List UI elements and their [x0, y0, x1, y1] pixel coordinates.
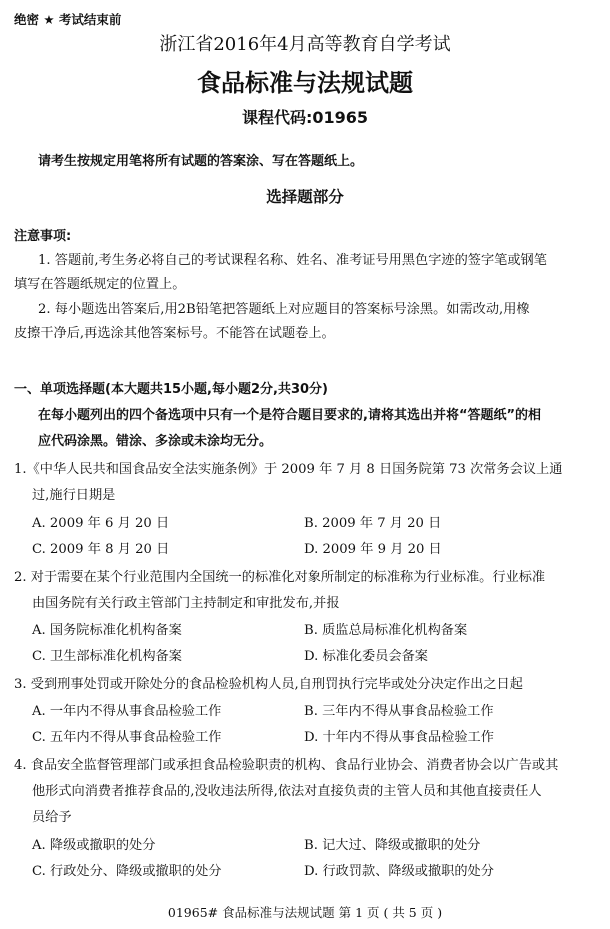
- notes-item-2-line-2: 皮擦干净后,再选涂其他答案标号。不能答在试题卷上。: [14, 326, 335, 341]
- question-1-option-b: B. 2009 年 7 月 20 日: [304, 516, 442, 531]
- question-3-option-d: D. 十年内不得从事食品检验工作: [304, 730, 494, 745]
- question-2-stem-line-1: 2. 对于需要在某个行业范围内全国统一的标准化对象所制定的标准称为行业标准。行业标准: [14, 570, 546, 585]
- question-2-option-b: B. 质监总局标准化机构备案: [304, 623, 468, 638]
- question-3-option-c: C. 五年内不得从事食品检验工作: [32, 730, 222, 745]
- question-3-option-b: B. 三年内不得从事食品检验工作: [304, 704, 494, 719]
- question-1-option-d: D. 2009 年 9 月 20 日: [304, 542, 442, 557]
- course-code: 课程代码:01965: [241, 108, 369, 127]
- page-footer: 01965# 食品标准与法规试题 第 1 页 ( 共 5 页 ): [167, 905, 443, 920]
- question-4-stem-line-1: 4. 食品安全监督管理部门或承担食品检验职责的机构、食品行业协会、消费者协会以广告或其: [14, 758, 559, 773]
- section-title: 选择题部分: [266, 188, 344, 206]
- question-3-stem-line-1: 3. 受到刑事处罚或开除处分的食品检验机构人员,自刑罚执行完毕或处分决定作出之日起: [14, 677, 523, 692]
- paper-title: 食品标准与法规试题: [197, 69, 413, 97]
- question-4-stem-line-3: 员给予: [32, 810, 72, 825]
- question-2-stem-line-2: 由国务院有关行政主管部门主持制定和审批发布,并报: [32, 596, 340, 611]
- question-1-stem-line-2: 过,施行日期是: [32, 488, 116, 503]
- notes-item-1-line-2: 填写在答题纸规定的位置上。: [14, 277, 186, 292]
- question-3-option-a: A. 一年内不得从事食品检验工作: [32, 704, 222, 719]
- intro-instruction: 请考生按规定用笔将所有试题的答案涂、写在答题纸上。: [38, 154, 364, 169]
- question-2-option-a: A. 国务院标准化机构备案: [32, 623, 182, 638]
- notes-heading: 注意事项:: [14, 229, 72, 244]
- question-4-option-d: D. 行政罚款、降级或撤职的处分: [304, 864, 494, 879]
- question-2-option-c: C. 卫生部标准化机构备案: [32, 649, 182, 664]
- question-1-stem-line-1: 1.《中华人民共和国食品安全法实施条例》于 2009 年 7 月 8 日国务院第 73 次常务会议上通: [14, 462, 563, 477]
- part1-heading: 一、单项选择题(本大题共15小题,每小题2分,共30分): [14, 382, 328, 397]
- notes-item-1-line-1: 1. 答题前,考生务必将自己的考试课程名称、姓名、准考证号用黑色字迹的签字笔或钢笔: [38, 253, 547, 268]
- question-4-option-b: B. 记大过、降级或撤职的处分: [304, 838, 481, 853]
- notes-item-2-line-1: 2. 每小题选出答案后,用2B铅笔把答题纸上对应题目的答案标号涂黑。如需改动,用橡: [38, 302, 530, 317]
- part1-instruction-line-2: 应代码涂黑。错涂、多涂或未涂均无分。: [38, 434, 273, 449]
- secret-mark: 绝密 ★ 考试结束前: [14, 12, 122, 27]
- exam-title: 浙江省2016年4月高等教育自学考试: [159, 34, 451, 55]
- question-1-option-c: C. 2009 年 8 月 20 日: [32, 542, 170, 557]
- question-4-option-a: A. 降级或撤职的处分: [32, 838, 156, 853]
- question-4-option-c: C. 行政处分、降级或撤职的处分: [32, 864, 222, 879]
- part1-instruction-line-1: 在每小题列出的四个备选项中只有一个是符合题目要求的,请将其选出并将“答题纸”的相: [38, 408, 542, 423]
- question-4-stem-line-2: 他形式向消费者推荐食品的,没收违法所得,依法对直接负责的主管人员和其他直接责任人: [32, 784, 542, 799]
- question-1-option-a: A. 2009 年 6 月 20 日: [32, 516, 170, 531]
- question-2-option-d: D. 标准化委员会备案: [304, 649, 428, 664]
